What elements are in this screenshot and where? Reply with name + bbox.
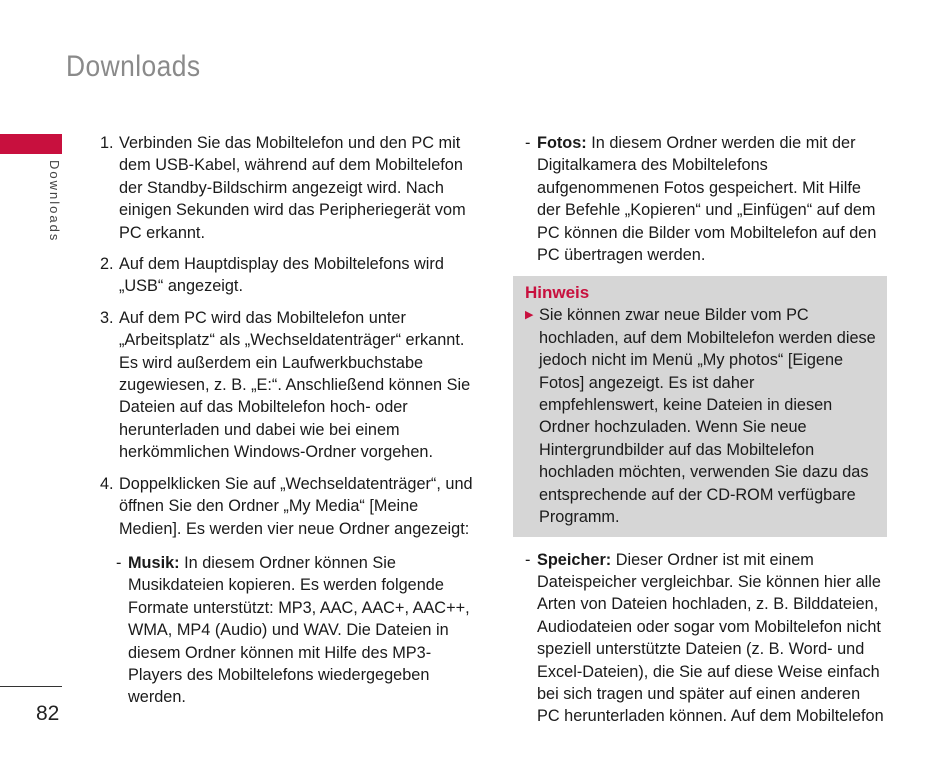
page-number: 82 [36,702,60,725]
note-text: Sie können zwar neue Bilder vom PC hochladen, auf dem Mobiltelefon werden diese jedoch nicht im Menü „My photos“ [Eigene Fotos] angezeigt. Es ist daher empfehlenswert, keine Dateien in diesen Ordner hochzuladen. Wenn Sie neue Hintergrundbilder auf das Mobiltelefon hochladen möchten, verwenden Sie dazu das entsprechende auf der CD-ROM verfügbare Programm. [539,306,876,527]
folder-item-musik [116,552,480,709]
step-text: Doppelklicken Sie auf „Wechseldatenträger“, und öffnen Sie den Ordner „My Media“ [Meine Medien]. Es werden vier neue Ordner angezeigt: [119,474,473,538]
note-row [525,304,877,528]
list-dash: - [116,553,122,572]
step-item [100,132,480,244]
step-text: Verbinden Sie das Mobiltelefon und den PC mit dem USB-Kabel, während auf dem Mobiltelefon der Standby-Bildschirm angezeigt wird. Nach einigen Sekunden wird das Peripheriegerät vom PC erkannt. [119,134,466,242]
step-number: 3. [100,308,114,327]
step-number: 1. [100,134,114,152]
folder-description [537,549,887,728]
note-box [513,276,887,536]
list-dash: - [525,134,531,152]
folder-item-fotos [525,132,887,266]
step-item [100,253,480,298]
step-text: Auf dem PC wird das Mobiltelefon unter „Arbeitsplatz“ als „Wechseldatenträger“ erkannt. Es wird außerdem ein Laufwerkbuchstabe zugewiesen, z. B. „E:“. Anschließend können Sie Dateien auf das Mobiltelefon hoch- oder herunterladen und dabei wie bei einem herkömmlichen Windows-Ordner vorgehen. [119,308,471,462]
folder-text: Dieser Ordner ist mit einem Dateispeicher vergleichbar. Sie können hier alle Arten von Dateien hochladen, z. B. Bilddateien, Audiodateien oder sogar vom Mobiltelefon nicht speziell unterstützte Dateien (z. B. Word- und Excel-Dateien), die Sie auf diese Weise einfach bei sich tragen und später auf einen anderen PC herunterladen können. Auf dem Mobiltelefon [537,550,884,726]
right-column [525,132,887,728]
list-dash: - [525,550,531,569]
folder-text: In diesem Ordner können Sie Musikdateien kopieren. Es werden folgende Formate unterstützt: MP3, AAC, AAC+, AAC++, WMA, MP4 (Audio) und WAV. Die Dateien in diesem Ordner können mit Hilfe des MP3-Players des Mobiltelefons wiedergegeben werden. [128,553,470,707]
folder-term: Fotos: [537,134,587,152]
page-title: Downloads [66,50,201,83]
step-text: Auf dem Hauptdisplay des Mobiltelefons wird „USB“ angezeigt. [119,255,444,296]
step-number: 2. [100,255,114,274]
step-item [100,473,480,540]
folder-text: In diesem Ordner werden die mit der Digitalkamera des Mobiltelefons aufgenommenen Fotos gespeichert. Mit Hilfe der Befehle „Kopieren“ und „Einfügen“ auf dem PC können die Bilder vom Mobiltelefon auf den PC übertragen werden. [537,134,877,265]
section-side-label: Downloads [47,160,62,243]
step-item [100,307,480,464]
left-column [100,132,480,709]
triangle-right-icon: ▶ [525,309,534,322]
note-title: Hinweis [525,283,590,303]
step-number: 4. [100,474,114,493]
section-tab-marker [0,134,62,154]
folder-term: Speicher: [537,550,612,569]
folder-description [537,132,887,266]
folder-description [128,552,480,709]
folder-item-speicher [525,549,887,728]
footer-divider [0,686,62,687]
folder-term: Musik: [128,553,180,572]
